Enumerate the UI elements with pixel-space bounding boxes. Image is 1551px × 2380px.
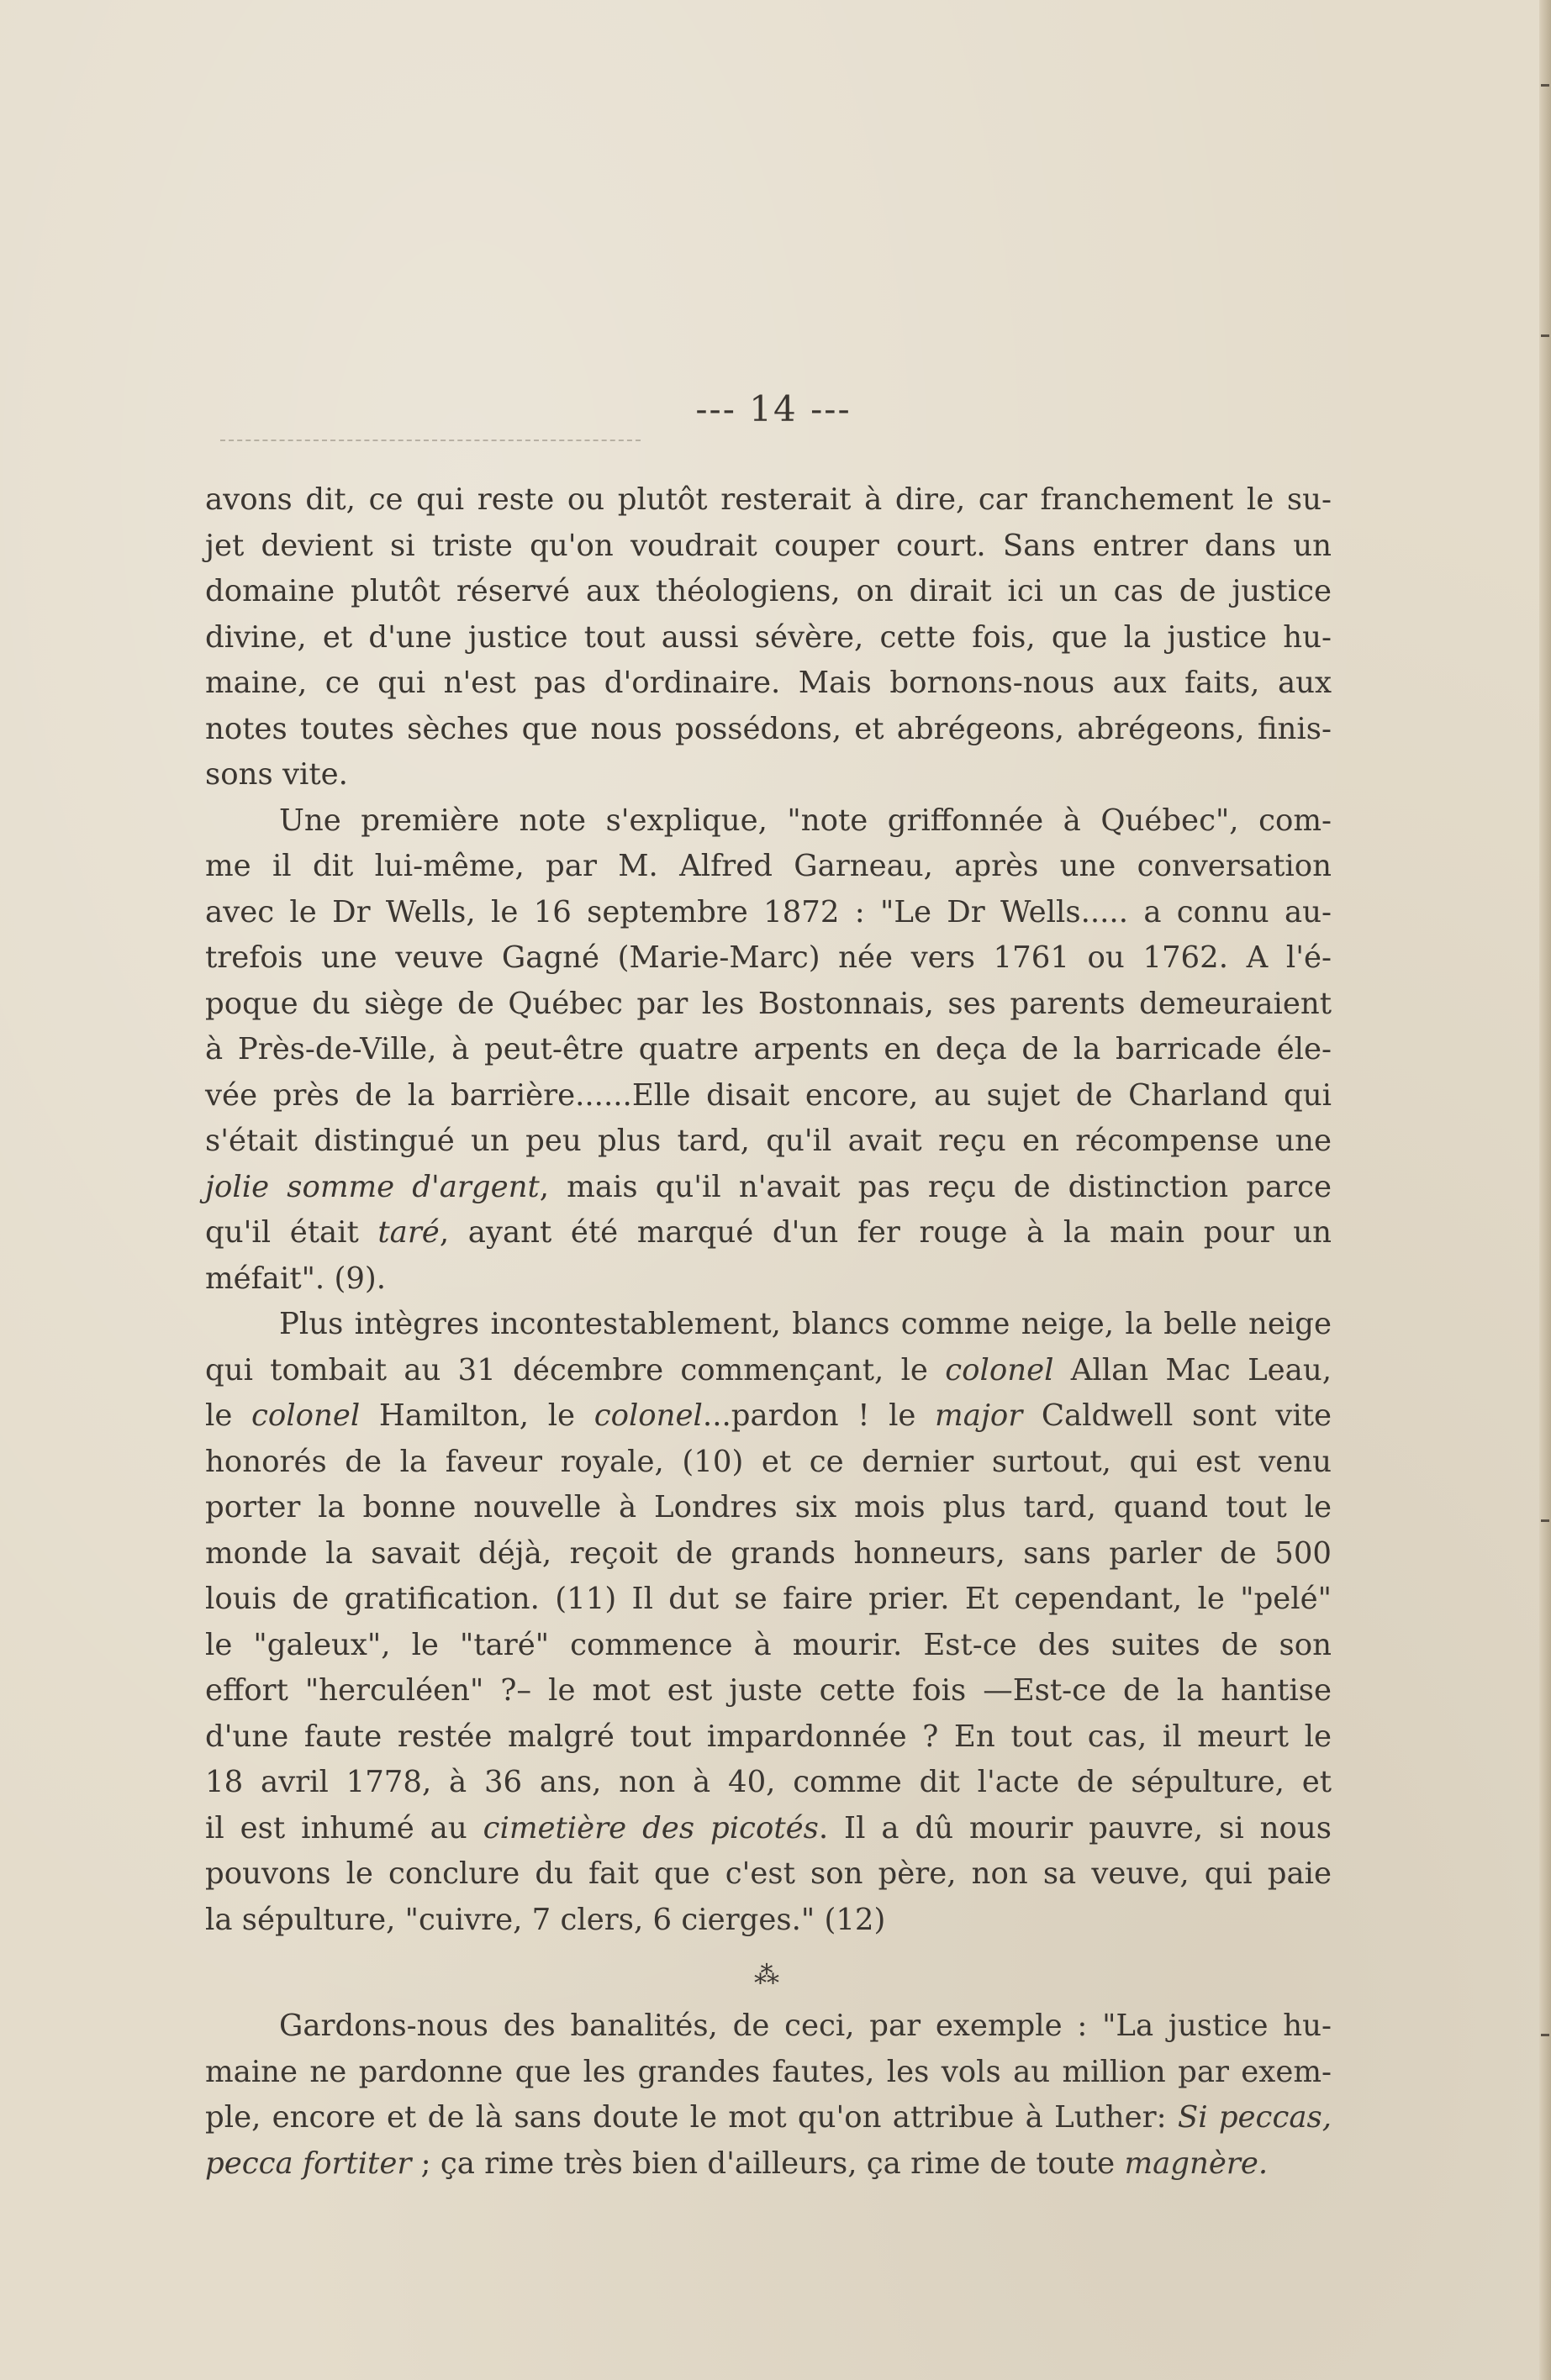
italic-text: colonel	[593, 1398, 703, 1433]
text-line: sons vite.	[205, 757, 348, 792]
text-line: le colonel Hamilton, le colonel...pardon ! le major Caldwell sont vite	[205, 1398, 1332, 1433]
italic-text: cimetière des picotés	[483, 1810, 819, 1846]
text-line: d'une faute restée malgré tout impardonnée ? En tout cas, il meurt le	[205, 1719, 1332, 1754]
edge-mark	[1541, 84, 1549, 87]
paragraph-2	[205, 798, 1332, 1303]
text-line: poque du siège de Québec par les Bostonnais, ses parents demeuraient	[205, 986, 1332, 1021]
text-line: à Près-de-Ville, à peut-être quatre arpents en deça de la barricade éle-	[205, 1032, 1332, 1066]
text-line: Gardons-nous des banalités, de ceci, par exemple : "La justice hu-	[279, 2009, 1332, 2043]
page-edge	[1539, 0, 1551, 2380]
italic-text: magnère.	[1124, 2146, 1269, 2181]
edge-mark	[1541, 2034, 1549, 2036]
text-line: 18 avril 1778, à 36 ans, non à 40, comme dit l'acte de sépulture, et	[205, 1765, 1332, 1799]
text-line: trefois une veuve Gagné (Marie-Marc) née vers 1761 ou 1762. A l'é-	[205, 940, 1332, 975]
text-line: ple, encore et de là sans doute le mot qu'on attribue à Luther: Si peccas,	[205, 2100, 1332, 2135]
text-line: maine ne pardonne que les grandes fautes, les vols au million par exem-	[205, 2054, 1332, 2089]
page-number: --- 14 ---	[695, 388, 852, 429]
text-line: notes toutes sèches que nous possédons, et abrégeons, abrégeons, finis-	[205, 711, 1332, 746]
italic-text: Si peccas,	[1177, 2100, 1332, 2135]
text-line: jet devient si triste qu'on voudrait couper court. Sans entrer dans un	[205, 528, 1332, 563]
text-line: qu'il était taré, ayant été marqué d'un fer rouge à la main pour un	[205, 1215, 1332, 1250]
edge-mark	[1541, 334, 1549, 337]
text-line: monde la savait déjà, reçoit de grands honneurs, sans parler de 500	[205, 1535, 1332, 1571]
italic-text: major	[935, 1398, 1023, 1433]
paragraph-1	[205, 477, 1332, 798]
text-line: avons dit, ce qui reste ou plutôt resterait à dire, car franchement le su-	[205, 482, 1332, 517]
text-line: avec le Dr Wells, le 16 septembre 1872 : "Le Dr Wells..... a connu au-	[205, 894, 1332, 929]
text-line: Plus intègres incontestablement, blancs comme neige, la belle neige	[279, 1307, 1332, 1341]
italic-text: jolie somme d'argent	[205, 1169, 540, 1204]
section-separator: ⁂	[754, 1961, 783, 1990]
text-line: qui tombait au 31 décembre commençant, le colonel Allan Mac Leau,	[205, 1352, 1332, 1387]
text-line: s'était distingué un peu plus tard, qu'il avait reçu en récompense une	[205, 1124, 1332, 1158]
text-line: vée près de la barrière......Elle disait encore, au sujet de Charland qui	[205, 1077, 1332, 1113]
text-line: maine, ce qui n'est pas d'ordinaire. Mais bornons-nous aux faits, aux	[205, 666, 1332, 700]
text-line: la sépulture, "cuivre, 7 clers, 6 cierges." (12)	[205, 1902, 886, 1937]
text-line: me il dit lui-même, par M. Alfred Garneau, après une conversation	[205, 849, 1332, 883]
text-line: il est inhumé au cimetière des picotés. Il a dû mourir pauvre, si nous	[205, 1810, 1332, 1846]
paragraph-3	[205, 1302, 1332, 1943]
body-text	[205, 477, 1332, 2187]
text-line: honorés de la faveur royale, (10) et ce dernier surtout, qui est venu	[205, 1444, 1332, 1479]
text-line: divine, et d'une justice tout aussi sévère, cette fois, que la justice hu-	[205, 619, 1332, 655]
text-line: pouvons le conclure du fait que c'est son père, non sa veuve, qui paie	[205, 1856, 1332, 1891]
text-line: le "galeux", le "taré" commence à mourir. Est-ce des suites de son	[205, 1627, 1332, 1662]
text-line: pecca fortiter ; ça rime très bien d'ailleurs, ça rime de toute magnère.	[205, 2146, 1269, 2181]
italic-text: pecca fortiter	[205, 2146, 412, 2181]
text-line: effort "herculéen" ?– le mot est juste cette fois —Est-ce de la hantise	[205, 1673, 1332, 1708]
text-line: louis de gratification. (11) Il dut se faire prier. Et cependant, le "pelé"	[205, 1582, 1332, 1616]
text-line: Une première note s'explique, "note griffonnée à Québec", com-	[279, 803, 1332, 838]
italic-text: colonel	[945, 1352, 1054, 1387]
header-rule	[220, 440, 641, 441]
text-line: porter la bonne nouvelle à Londres six mois plus tard, quand tout le	[205, 1490, 1332, 1524]
edge-mark	[1541, 1519, 1549, 1522]
text-line: domaine plutôt réservé aux théologiens, on dirait ici un cas de justice	[205, 574, 1332, 608]
italic-text: colonel	[251, 1398, 361, 1433]
paragraph-4	[205, 2004, 1332, 2187]
text-line: jolie somme d'argent, mais qu'il n'avait pas reçu de distinction parce	[205, 1169, 1332, 1204]
text-line: méfait". (9).	[205, 1261, 387, 1296]
italic-text: taré	[377, 1215, 440, 1250]
